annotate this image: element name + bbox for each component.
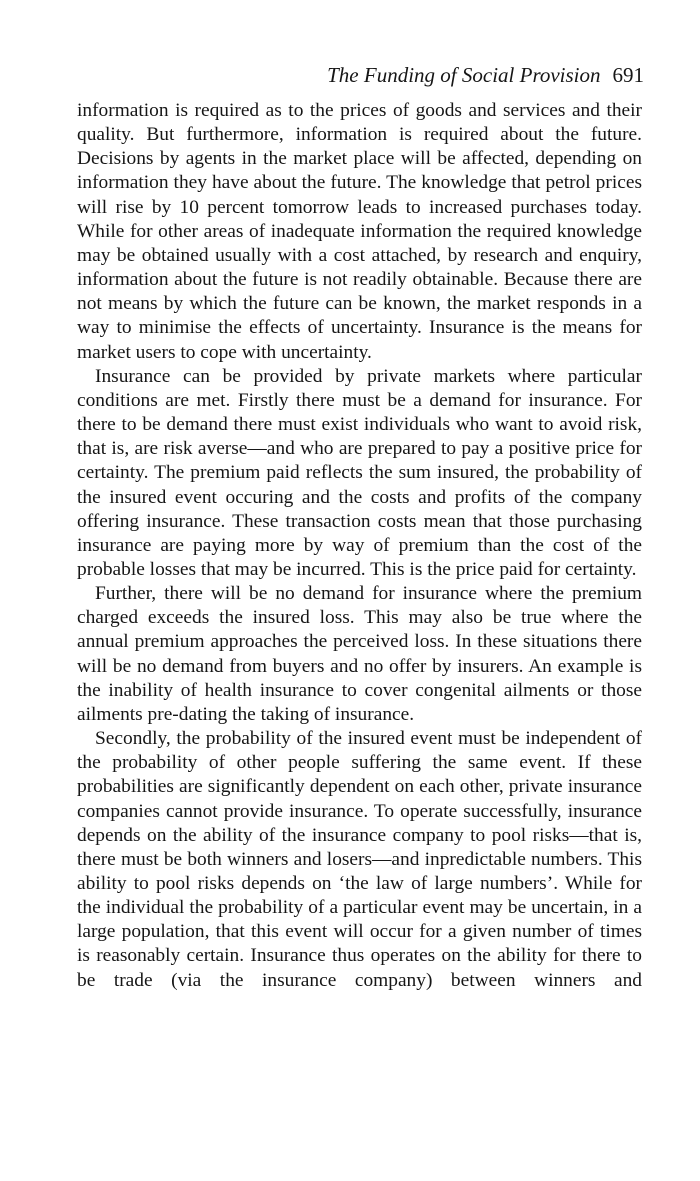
body-text bbox=[77, 99, 642, 993]
running-head bbox=[78, 62, 644, 88]
paragraph-3: Further, there will be no demand for insurance where the premium charged exceeds the insured loss. This may also be true where the annual premium approaches the perceived loss. In these situations there will be no demand from buyers and no offer by insurers. An example is the inability of health insurance to cover congenital ailments or those ailments pre-dating the taking of insurance. bbox=[77, 583, 642, 725]
running-title: The Funding of Social Provision bbox=[327, 63, 601, 87]
paragraph-1: information is required as to the prices of goods and services and their quality. But furthermore, information is required about the future. Decisions by agents in the market place will be affected, depending on information they have about the future. The knowledge that petrol prices will rise by 10 percent tomorrow leads to increased purchases today. While for other areas of inadequate information the required knowledge may be obtained usually with a cost attached, by research and enquiry, information about the future is not readily obtainable. Because there are not means by which the future can be known, the market responds in a way to minimise the effects of uncertainty. Insurance is the means for market users to cope with uncertainty. bbox=[77, 100, 642, 363]
page-number: 691 bbox=[612, 63, 644, 87]
paragraph-4: Secondly, the probability of the insured event must be independent of the probability of other people suffering the same event. If these probabilities are significantly dependent on each other, private insurance companies cannot provide insurance. To operate successfully, insurance depends on the ability of the insurance company to pool risks—that is, there must be both winners and losers—and inpredictable numbers. This ability to pool risks depends on ‘the law of large numbers’. While for the individual the probability of a particular event may be uncertain, in a large population, that this event will occur for a given number of times is reasonably certain. Insurance thus operates on the ability for there to be trade (via the insurance company) between winners and bbox=[77, 728, 642, 991]
paragraph-2: Insurance can be provided by private markets where particular conditions are met. Firstly there must be a demand for insurance. For there to be demand there must exist individuals who want to avoid risk, that is, are risk averse—and who are prepared to pay a positive price for certainty. The premium paid reflects the sum insured, the probability of the insured event occuring and the costs and profits of the company offering insurance. These transaction costs mean that those purchasing insurance are paying more by way of premium than the cost of the probable losses that may be incurred. This is the price paid for certainty. bbox=[77, 365, 642, 580]
